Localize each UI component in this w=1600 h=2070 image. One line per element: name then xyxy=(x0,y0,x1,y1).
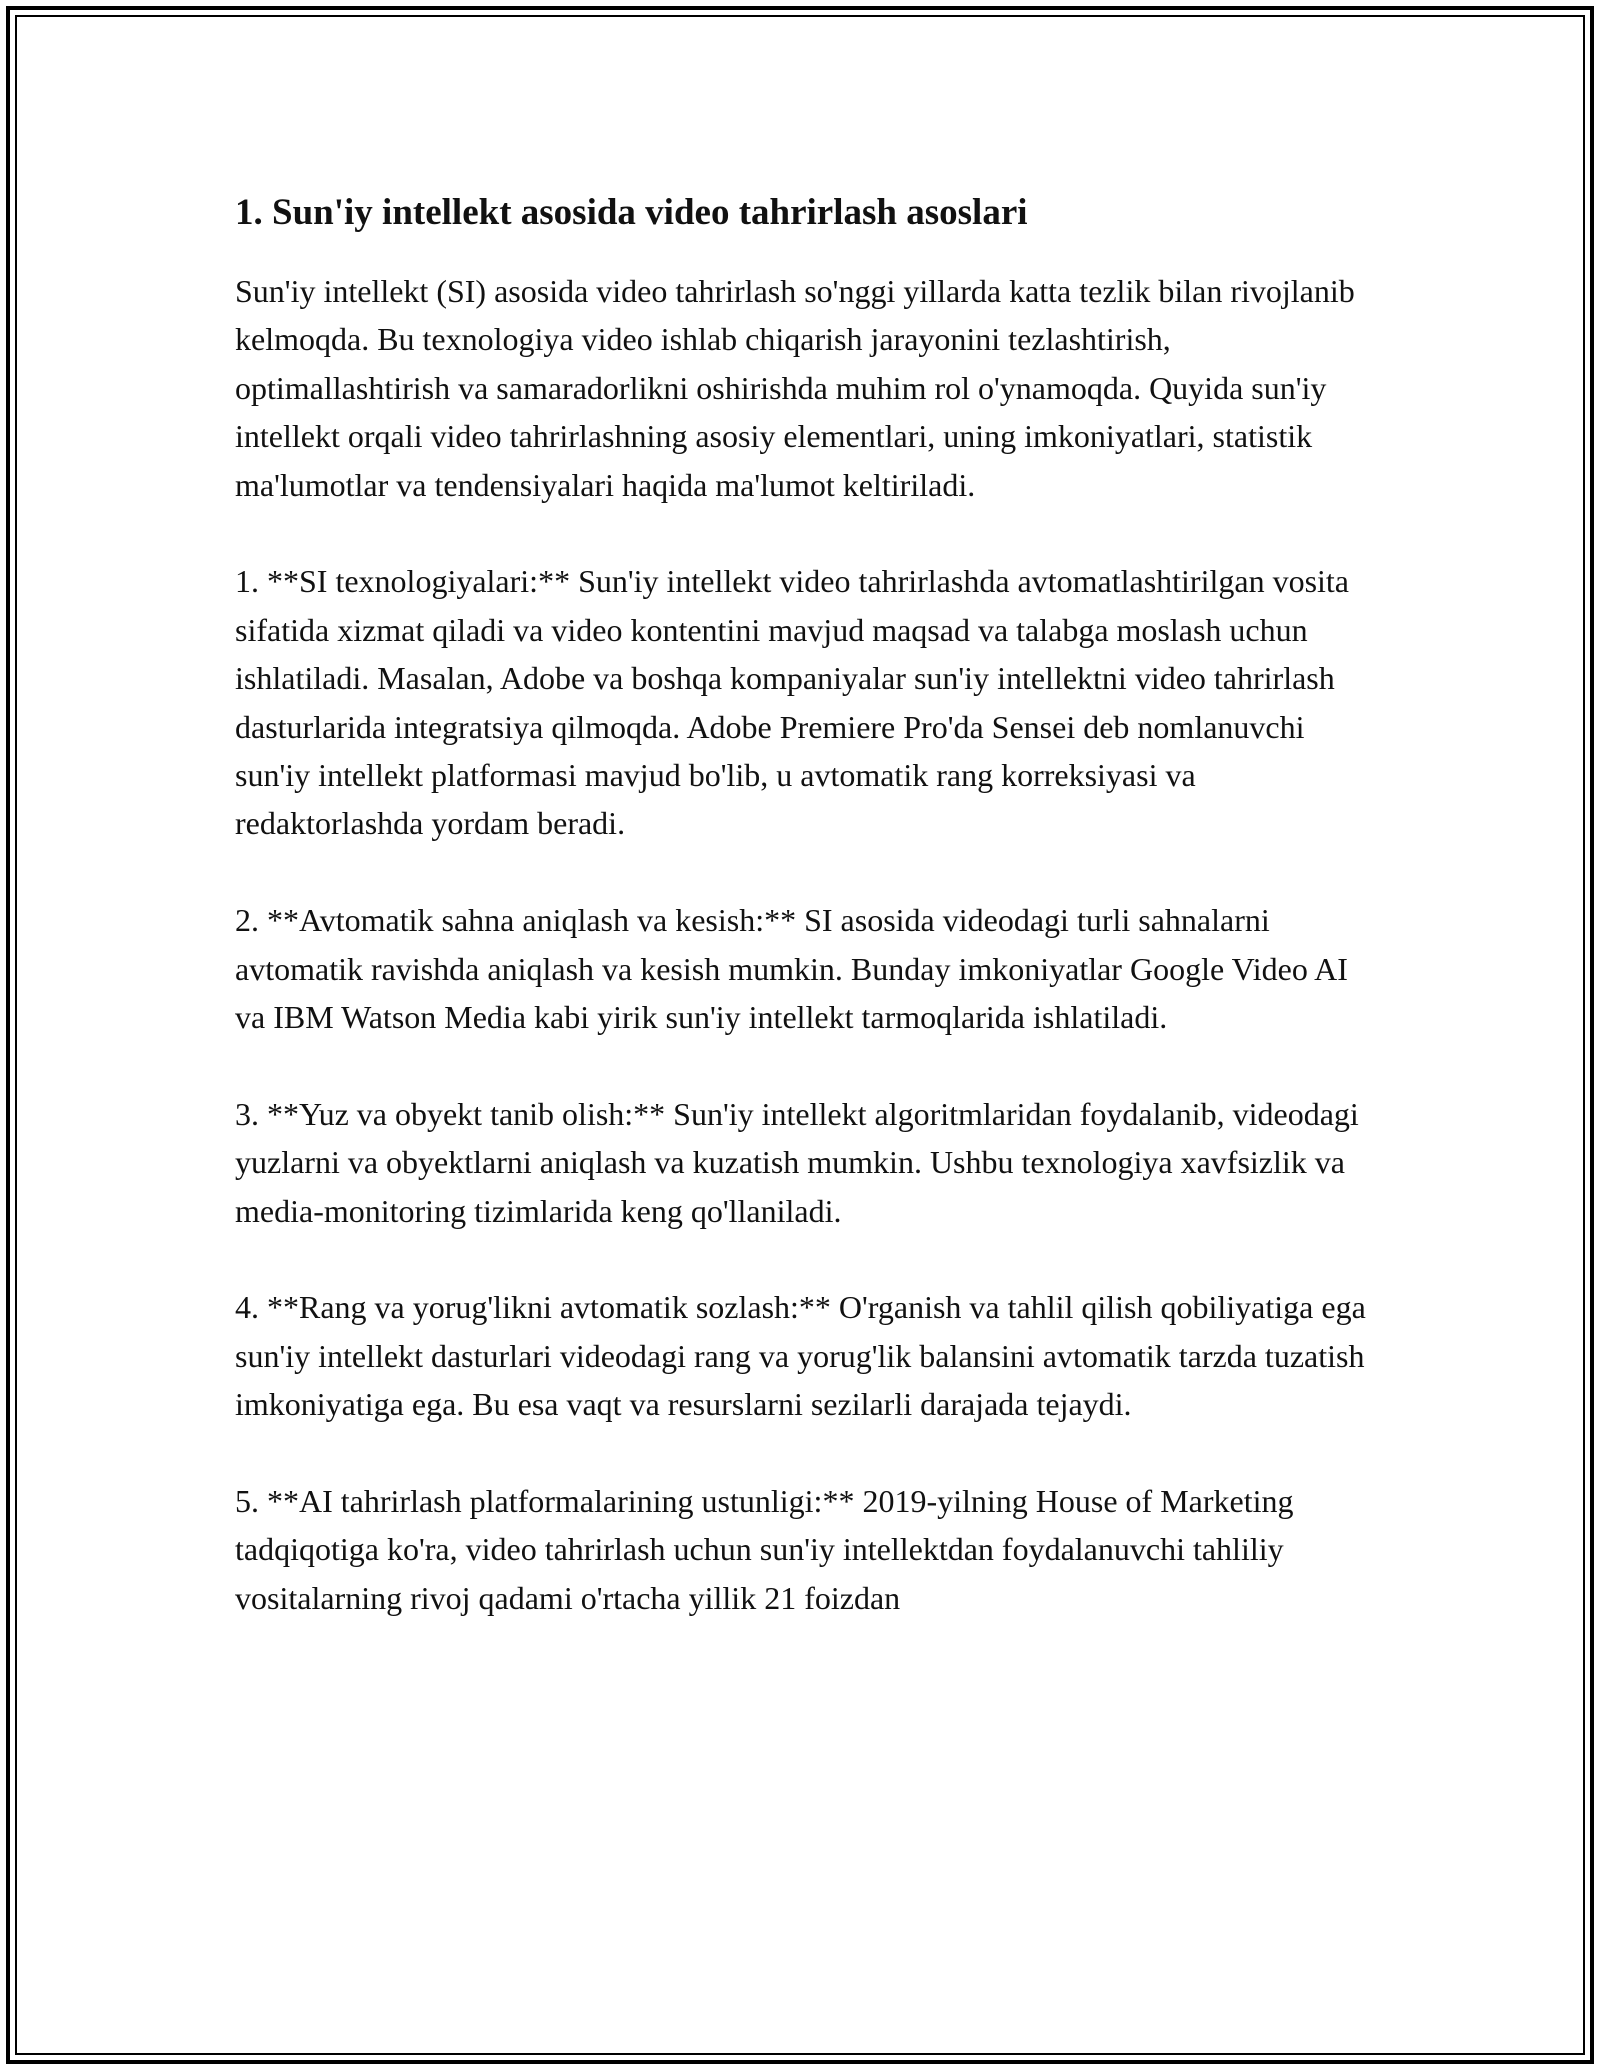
intro-paragraph: Sun'iy intellekt (SI) asosida video tahrirlash so'nggi yillarda katta tezlik bilan rivojlanib kelmoqda. Bu texnologiya video ishlab chiqarish jarayonini tezlashtirish, optimallashtirish va samaradorlikni oshirishda muhim rol o'ynamoqda. Quyida sun'iy intellekt orqali video tahrirlashning asosiy elementlari, uning imkoniyatlari, statistik ma'lumotlar va tendensiyalari haqida ma'lumot keltiriladi. xyxy=(235,273,1355,503)
section-title: 1. Sun'iy intellekt asosida video tahrirlash asoslari xyxy=(235,192,1028,233)
paragraph-face-object-recognition: 3. **Yuz va obyekt tanib olish:** Sun'iy intellekt algoritmlaridan foydalanib, videodagi yuzlarni va obyektlarni aniqlash va kuzatish mumkin. Ushbu texnologiya xavfsizlik va media-monitoring tizimlarida keng qo'llaniladi. xyxy=(235,1095,1359,1229)
paragraph-si-technologies: 1. **SI texnologiyalari:** Sun'iy intellekt video tahrirlashda avtomatlashtirilgan vosita sifatida xizmat qiladi va video kontentini mavjud maqsad va talabga moslash uchun ishlatiladi. Masalan, Adobe va boshqa kompaniyalar sun'iy intellektni video tahrirlash dasturlarida integratsiya qilmoqda. Adobe Premiere Pro'da Sensei deb nomlanuvchi sun'iy intellekt platformasi mavjud bo'lib, u avtomatik rang korreksiyasi va redaktorlashda yordam beradi. xyxy=(235,563,1349,842)
paragraph-color-light-adjustment: 4. **Rang va yorug'likni avtomatik sozlash:** O'rganish va tahlil qilish qobiliyatiga ega sun'iy intellekt dasturlari videodagi rang va yorug'lik balansini avtomatik tarzda tuzatish imkoniyatiga ega. Bu esa vaqt va resurslarni sezilarli darajada tejaydi. xyxy=(235,1289,1366,1423)
document-body xyxy=(235,185,1385,1671)
paragraph-scene-detection: 2. **Avtomatik sahna aniqlash va kesish:** SI asosida videodagi turli sahnalarni avtomatik ravishda aniqlash va kesish mumkin. Bunday imkoniyatlar Google Video AI va IBM Watson Media kabi yirik sun'iy intellekt tarmoqlarida ishlatiladi. xyxy=(235,902,1348,1036)
paragraph-ai-platforms-advantage: 5. **AI tahrirlash platformalarining ustunligi:** 2019-yilning House of Marketing tadqiqotiga ko'ra, video tahrirlash uchun sun'iy intellektdan foydalanuvchi tahliliy vositalarning rivoj qadami o'rtacha yillik 21 foizdan xyxy=(235,1483,1294,1616)
